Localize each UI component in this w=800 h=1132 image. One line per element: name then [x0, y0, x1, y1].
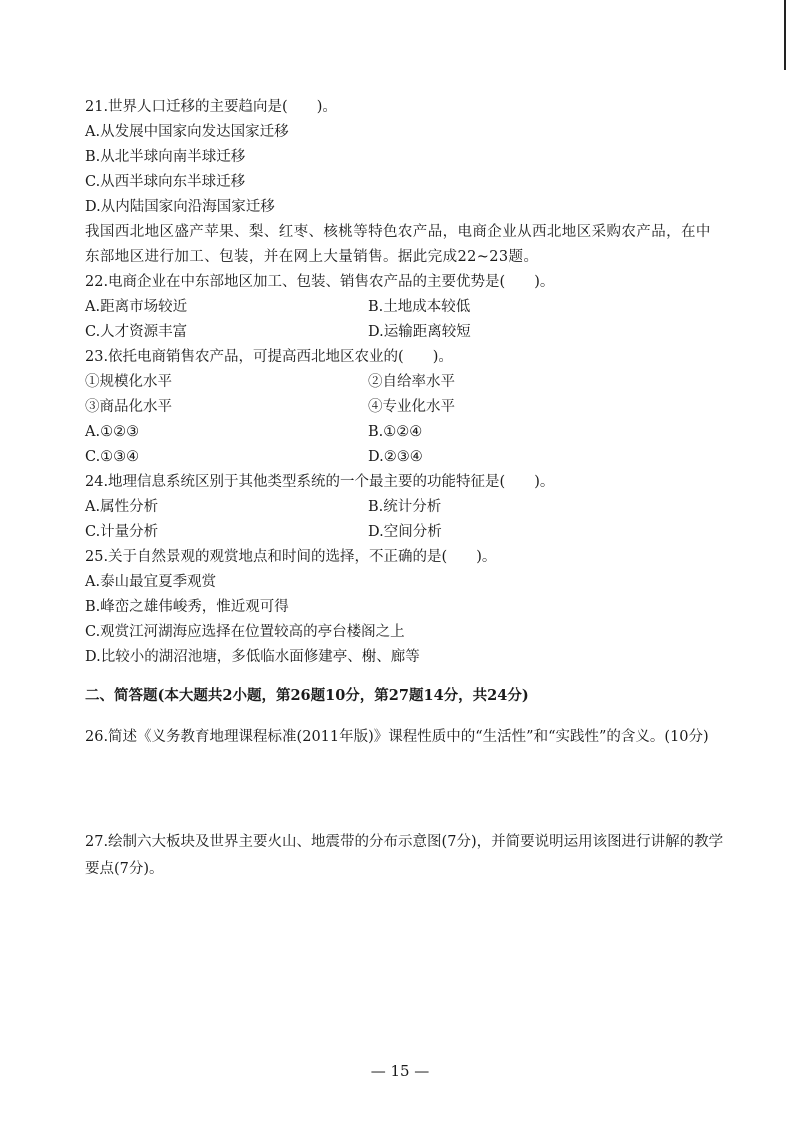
q22-option-d: D.运输距离较短: [368, 324, 471, 340]
q22-options-row-1: [85, 295, 725, 320]
q21-stem: 21.世界人口迁移的主要趋向是( )。: [85, 99, 337, 115]
q23-option-a: A.①②③: [85, 424, 140, 440]
q24-option-a: A.属性分析: [85, 499, 159, 515]
passage-22-23: 我国西北地区盛产苹果、梨、红枣、核桃等特色农产品，电商企业从西北地区采购农产品，在中东部地区进行加工、包装，并在网上大量销售。据此完成22~23题。: [85, 224, 711, 265]
q21-option-c: C.从西半球向东半球迁移: [85, 174, 246, 190]
q23-item-4: ④专业化水平: [368, 399, 455, 415]
q24-stem: 24.地理信息系统区别于其他类型系统的一个最主要的功能特征是( )。: [85, 474, 555, 490]
q23-options-row-1: [85, 420, 725, 445]
q23-option-d: D.②③④: [368, 449, 423, 465]
q24-options-row-1: [85, 495, 725, 520]
q25-option-b: B.峰峦之雄伟峻秀，惟近观可得: [85, 599, 289, 615]
q22-option-b: B.土地成本较低: [368, 299, 471, 315]
q23-item-2: ②自给率水平: [368, 374, 455, 390]
exam-page: [85, 95, 725, 883]
q27-text: 27.绘制六大板块及世界主要火山、地震带的分布示意图(7分)，并简要说明运用该图进行讲解的教学要点(7分)。: [85, 834, 724, 877]
q23-option-c: C.①③④: [85, 449, 140, 465]
q25-option-a: A.泰山最宜夏季观赏: [85, 574, 217, 590]
q26-text: 26.简述《义务教育地理课程标准(2011年版)》课程性质中的“生活性”和“实践性”的含义。(10分): [85, 729, 709, 745]
q22-option-c: C.人才资源丰富: [85, 324, 188, 340]
scan-edge-mark: [784, 0, 786, 70]
page-number: — 15 —: [370, 1062, 430, 1080]
q24-options-row-2: [85, 520, 725, 545]
q22-option-a: A.距离市场较近: [85, 299, 188, 315]
q25-stem: 25.关于自然景观的观赏地点和时间的选择，不正确的是( )。: [85, 549, 497, 565]
spacer: [85, 710, 725, 724]
q24-option-c: C.计量分析: [85, 524, 159, 540]
q25-option-d: D.比较小的湖沼池塘，多低临水面修建亭、榭、廊等: [85, 649, 420, 665]
q24-option-b: B.统计分析: [368, 499, 442, 515]
q23-item-3: ③商品化水平: [85, 399, 172, 415]
q23-stem: 23.依托电商销售农产品，可提高西北地区农业的( )。: [85, 349, 453, 365]
q21-option-b: B.从北半球向南半球迁移: [85, 149, 246, 165]
q25-option-c: C.观赏江河湖海应选择在位置较高的亭台楼阁之上: [85, 624, 405, 640]
section-2-title: 二、简答题(本大题共2小题，第26题10分，第27题14分，共24分): [85, 687, 529, 704]
q21-option-d: D.从内陆国家向沿海国家迁移: [85, 199, 275, 215]
q21-option-a: A.从发展中国家向发达国家迁移: [85, 124, 289, 140]
q23-item-1: ①规模化水平: [85, 374, 172, 390]
q22-stem: 22.电商企业在中东部地区加工、包装、销售农产品的主要优势是( )。: [85, 274, 555, 290]
q24-option-d: D.空间分析: [368, 524, 442, 540]
q23-items-row-1: [85, 370, 725, 395]
q22-options-row-2: [85, 320, 725, 345]
q23-items-row-2: [85, 395, 725, 420]
q23-option-b: B.①②④: [368, 424, 423, 440]
q23-options-row-2: [85, 445, 725, 470]
answer-space-q26: [85, 751, 725, 829]
